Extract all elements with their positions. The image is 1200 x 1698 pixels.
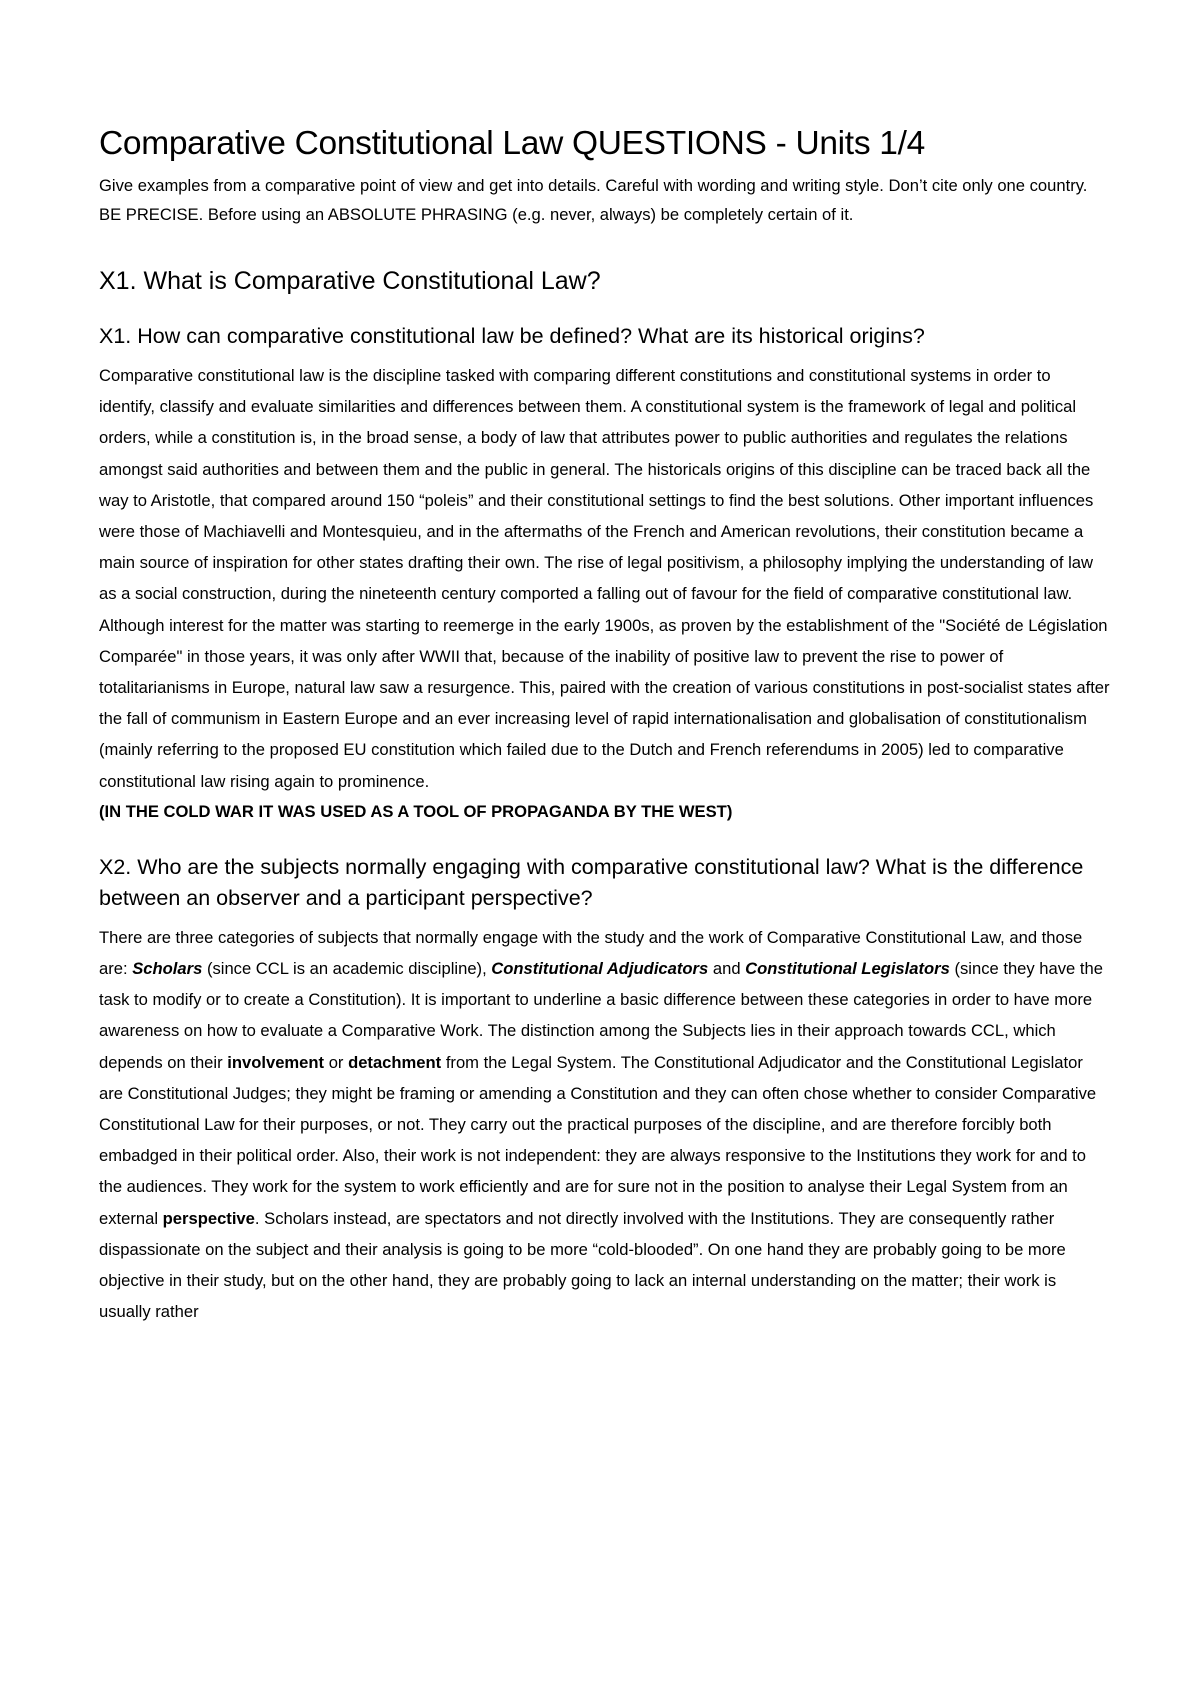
term-constitutional-adjudicators: Constitutional Adjudicators bbox=[491, 959, 709, 979]
answer-text: (since CCL is an academic discipline), bbox=[202, 959, 492, 979]
intro-instructions: Give examples from a comparative point of view and get into details. Careful with wording and writing style. Don’t cite only one country. BE PRECISE. Before using an ABSOLUTE PHRASING (e.g. never, always) be completely certain of it. bbox=[99, 176, 1088, 224]
answer-text: . Scholars instead, are spectators and not directly involved with the Institutions. They are consequently rather dispassionate on the subject and their analysis is going to be more “cold-blooded”. On one hand they are probably going to be more objective in their study, but on the other hand, they are probably going to lack an internal understanding on the matter; their work is usually rather bbox=[99, 1208, 1066, 1322]
answer-text: There are three categories of subjects that normally engage with the study and the work of Comparative Constitutional Law, and those are: bbox=[99, 927, 1083, 979]
answer-text: and bbox=[708, 959, 746, 979]
answer-paragraph-x1: Comparative constitutional law is the discipline tasked with comparing different constitutions and constitutional systems in order to identify, classify and evaluate similarities and differences between them. A constitutional system is the framework of legal and political orders, while a constitution is, in the broad sense, a body of law that attributes power to public authorities and regulates the relations amongst said authorities and between them and the public in general. The historicals origins of this discipline can be traced back all the way to Aristotle, that compared around 150 “poleis” and their constitutional settings to find the best solutions. Other important influences were those of Machiavelli and Montesquieu, and in the aftermaths of the French and American revolutions, their constitution became a main source of inspiration for other states drafting their own. The rise of legal positivism, a philosophy implying the understanding of law as a social construction, during the nineteenth century comported a falling out of favour for the field of comparative constitutional law. Although interest for the matter was starting to reemerge in the early 1900s, as proven by the establishment of the "Société de Législation Comparée" in those years, it was only after WWII that, because of the inability of positive law to prevent the rise to power of totalitarianisms in Europe, natural law saw a resurgence. This, paired with the creation of various constitutions in post-socialist states after the fall of communism in Eastern Europe and an ever increasing level of rapid internationalisation and globalisation of constitutionalism (mainly referring to the proposed EU constitution which failed due to the Dutch and French referendums in 2005) led to comparative constitutional law rising again to prominence. bbox=[99, 366, 1110, 791]
term-detachment: detachment bbox=[348, 1052, 442, 1072]
term-involvement: involvement bbox=[227, 1052, 325, 1072]
answer-text: (since they have the task to modify or to create a Constitution). It is important to underline a basic difference between these categories in order to have more awareness on how to evaluate a Comparative Work. The distinction among the Subjects lies in their approach towards CCL, which depends on their bbox=[99, 959, 1103, 1072]
answer-text: from the Legal System. The Constitutional Adjudicator and the Constitutional Legislator are Constitutional Judges; they might be framing or amending a Constitution and they can often chose whether to consider Comparative Constitutional Law for their purposes, or not. They carry out the practical purposes of the discipline, and are therefore forcibly both embadged in their political order. Also, their work is not independent: they are always responsive to the Institutions they work for and to the audiences. They work for the system to work efficiently and are for sure not in the position to analyse their Legal System from an external bbox=[99, 1052, 1097, 1228]
section-heading-x1: X1. What is Comparative Constitutional Law? bbox=[99, 267, 601, 295]
answer-paragraph-x2 bbox=[99, 922, 1111, 1328]
question-heading-x2: X2. Who are the subjects normally engaging with comparative constitutional law? What is the difference between an observer and a participant perspective? bbox=[99, 854, 1084, 910]
cold-war-note: (IN THE COLD WAR IT WAS USED AS A TOOL OF PROPAGANDA BY THE WEST) bbox=[99, 801, 733, 821]
question-heading-x1: X1. How can comparative constitutional law be defined? What are its historical origins? bbox=[99, 324, 925, 348]
document-title: Comparative Constitutional Law QUESTIONS - Units 1/4 bbox=[99, 125, 925, 162]
document-page bbox=[99, 122, 1111, 1327]
term-constitutional-legislators: Constitutional Legislators bbox=[745, 959, 950, 979]
term-perspective: perspective bbox=[162, 1208, 255, 1228]
answer-text: or bbox=[324, 1052, 349, 1072]
term-scholars: Scholars bbox=[132, 959, 203, 979]
